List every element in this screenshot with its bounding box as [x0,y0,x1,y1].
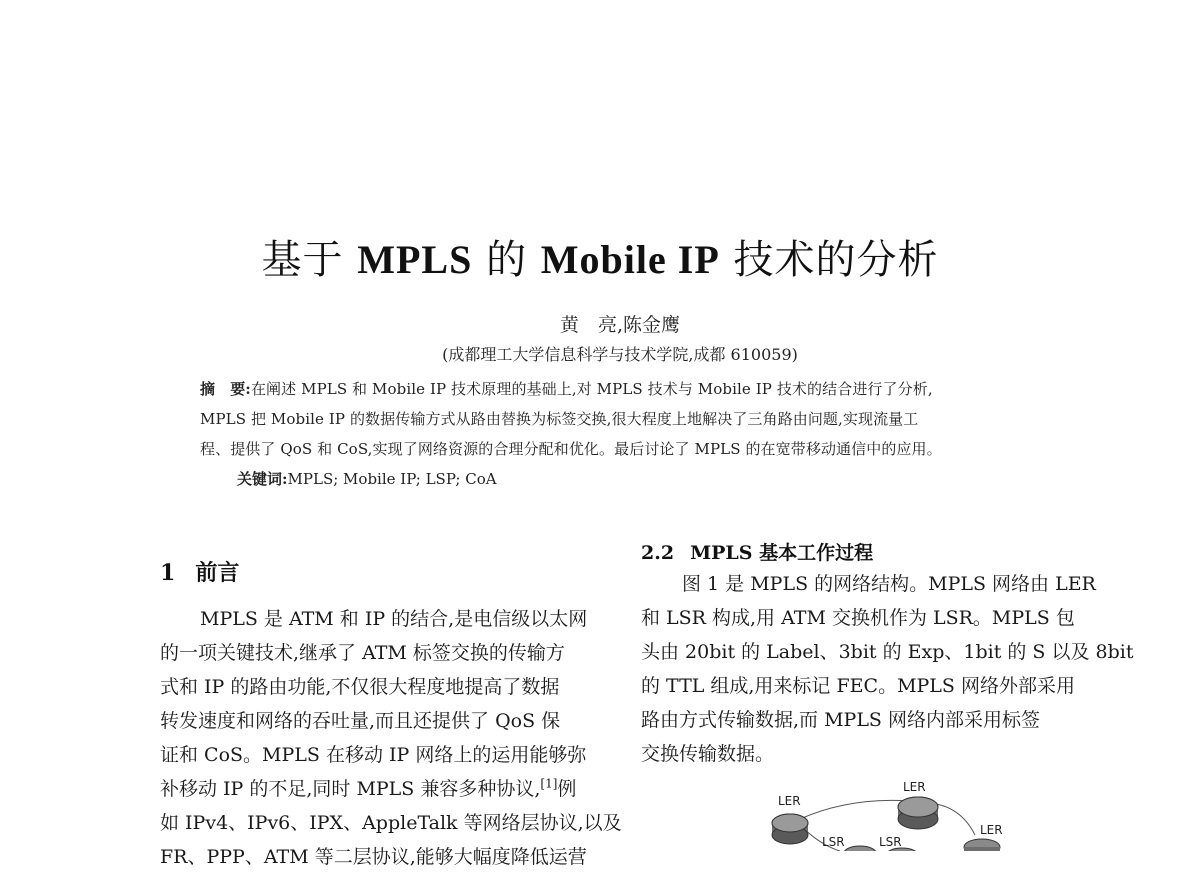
abstract-line: MPLS 把 Mobile IP 的数据传输方式从路由替换为标签交换,很大程度上地解决了三角路由问题,实现流量工 [200,410,919,428]
router-icon [964,839,1000,851]
body-line: 和 LSR 构成,用 ATM 交换机作为 LSR。MPLS 包 [641,607,1075,629]
router-icon [898,797,938,829]
section-title: 前言 [195,560,240,586]
section-number: 2.2 [641,542,675,564]
router-icon [772,814,808,844]
keywords [237,468,497,489]
body-line: 交换传输数据。 [641,743,775,765]
router-icon [844,846,876,851]
router-label: LER [778,794,801,808]
abstract [200,374,1050,464]
body-line: 证和 CoS。MPLS 在移动 IP 网络上的运用能够弥 [160,744,587,766]
keywords-value: MPLS; Mobile IP; LSP; CoA [287,470,497,488]
body-line: 路由方式传输数据,而 MPLS 网络内部采用标签 [641,709,1040,731]
citation[interactable]: [1] [540,776,558,791]
body-text: 例 [557,778,577,800]
body-line: 头由 20bit 的 Label、3bit 的 Exp、1bit 的 S 以及 8bit [641,641,1134,663]
title-term-mpls: MPLS [357,237,473,282]
router-label: LER [980,823,1003,837]
abstract-line: 程、提供了 QoS 和 CoS,实现了网络资源的合理分配和优化。最后讨论了 MPLS 的在宽带移动通信中的应用。 [200,440,942,458]
section-1-body [160,602,622,874]
body-text: 补移动 IP 的不足,同时 MPLS 兼容多种协议, [160,778,541,800]
section-1-heading [160,556,239,587]
body-line: 图 1 是 MPLS 的网络结构。MPLS 网络由 LER [682,573,1096,595]
link-line [800,800,910,819]
body-line: FR、PPP、ATM 等二层协议,能够大幅度降低运营 [160,846,587,868]
keywords-label: 关键词: [237,470,288,488]
body-line: MPLS 是 ATM 和 IP 的结合,是电信级以太网 [200,608,588,630]
section-2-2-heading [641,538,873,565]
affiliation: (成都理工大学信息科学与技术学院,成都 610059) [442,345,798,364]
title-part: 的 [486,237,528,283]
router-label: LSR [822,835,845,849]
title-part: 技术的分析 [733,237,939,283]
abstract-label: 摘 要: [200,380,251,398]
section-title: MPLS 基本工作过程 [690,542,874,564]
mpls-network-figure [760,775,1020,851]
body-line [160,772,600,806]
title-term-mobile-ip: Mobile IP [540,237,720,282]
body-line: 转发速度和网络的吞吐量,而且还提供了 QoS 保 [160,710,561,732]
abstract-text: 在阐述 MPLS 和 Mobile IP 技术原理的基础上,对 MPLS 技术与 Mobile IP 技术的结合进行了分析, [250,380,933,398]
router-label: LSR [879,835,902,849]
body-line: 的一项关键技术,继承了 ATM 标签交换的传输方 [160,642,565,664]
body-line: 如 IPv4、IPv6、IPX、AppleTalk 等网络层协议,以及 [160,812,622,834]
abstract-line [200,374,1050,404]
router-label: LER [903,780,926,794]
paper-title [0,228,1200,285]
body-line: 式和 IP 的路由功能,不仅很大程度地提高了数据 [160,676,560,698]
body-line: 的 TTL 组成,用来标记 FEC。MPLS 网络外部采用 [641,675,1075,697]
title-part: 基于 [261,237,344,283]
section-2-2-body [641,567,1134,771]
authors: 黄 亮,陈金鹰 [559,314,681,336]
section-number: 1 [160,560,176,586]
